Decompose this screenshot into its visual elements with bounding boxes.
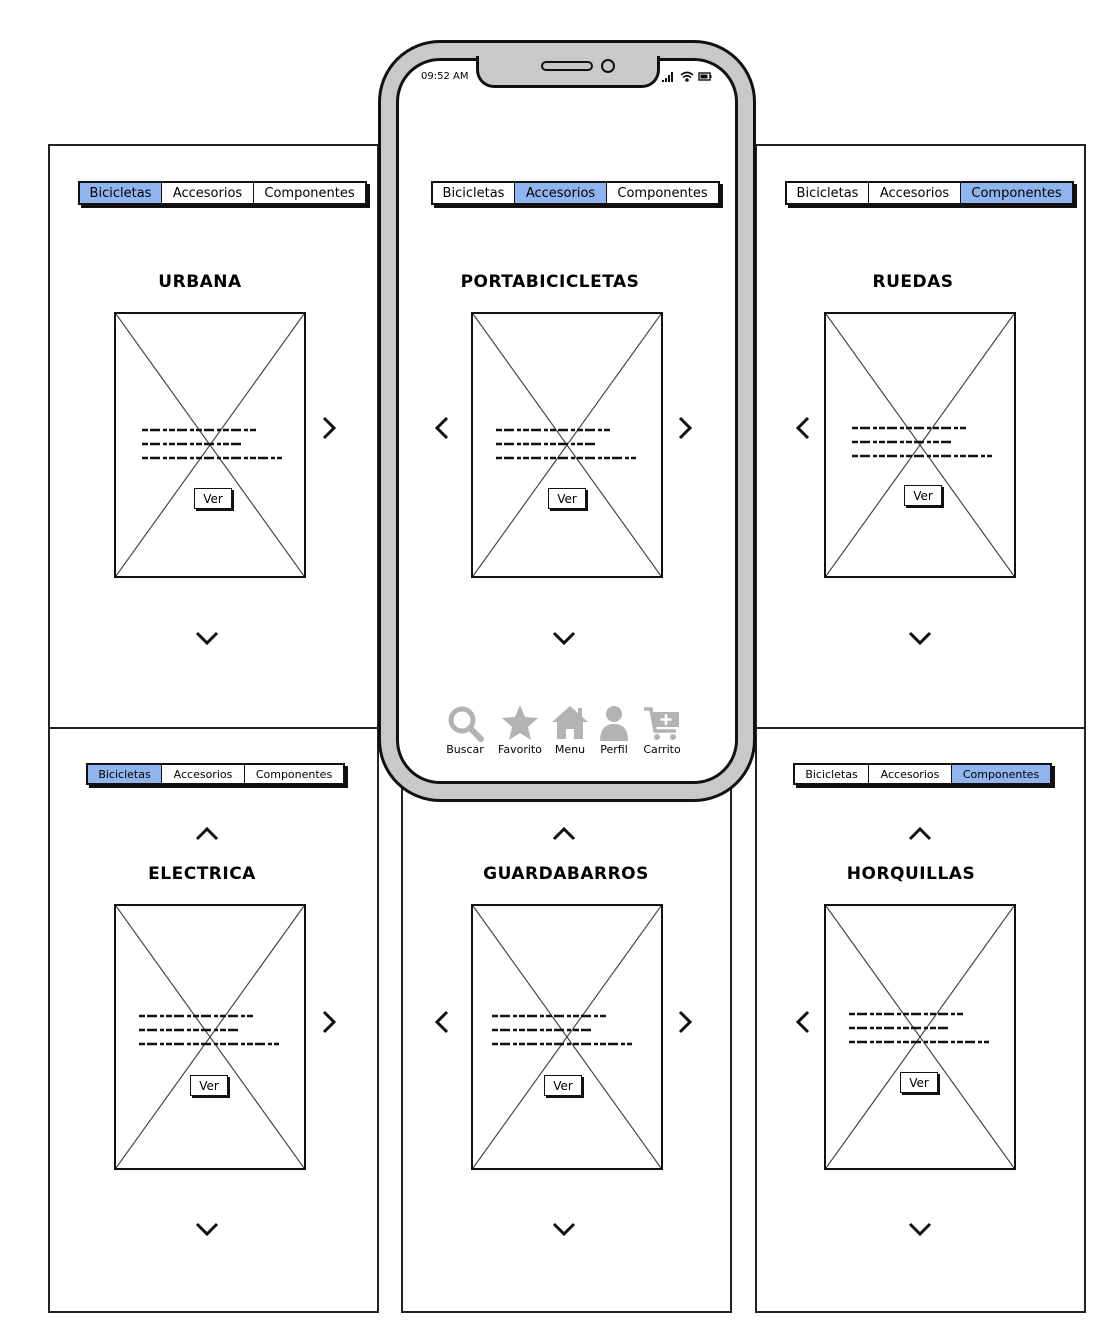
tab-accesorios[interactable]: Accesorios: [162, 183, 254, 203]
wifi-icon: [681, 73, 693, 82]
description-scribble: [852, 422, 994, 464]
signal-icon: [662, 72, 673, 82]
chevron-left-icon[interactable]: [430, 414, 454, 442]
category-tabs: [78, 181, 367, 205]
user-icon: [594, 703, 634, 743]
tab-componentes[interactable]: Componentes: [961, 183, 1072, 203]
product-title: HORQUILLAS: [846, 864, 976, 884]
nav-carrito[interactable]: [632, 703, 692, 756]
nav-label: Menu: [554, 743, 586, 756]
chevron-up-icon[interactable]: [908, 820, 932, 848]
description-scribble: [492, 1010, 634, 1052]
chevron-down-icon[interactable]: [908, 624, 932, 652]
description-scribble: [496, 424, 638, 466]
camera-icon: [601, 59, 615, 73]
ver-button[interactable]: Ver: [194, 488, 232, 509]
nav-buscar[interactable]: [435, 703, 495, 756]
product-title: URBANA: [158, 272, 242, 292]
tab-accesorios[interactable]: Accesorios: [162, 765, 245, 783]
ver-button[interactable]: Ver: [900, 1072, 938, 1093]
tab-bicicletas[interactable]: Bicicletas: [433, 183, 515, 203]
product-image-placeholder[interactable]: [114, 312, 306, 578]
product-image-placeholder[interactable]: [471, 312, 663, 578]
description-scribble: [139, 1010, 281, 1052]
tab-componentes[interactable]: Componentes: [952, 765, 1050, 783]
chevron-right-icon[interactable]: [317, 414, 341, 442]
ver-button[interactable]: Ver: [544, 1075, 582, 1096]
chevron-down-icon[interactable]: [552, 1215, 576, 1243]
tab-bicicletas[interactable]: Bicicletas: [787, 183, 869, 203]
ver-button[interactable]: Ver: [190, 1075, 228, 1096]
product-image-placeholder[interactable]: [824, 312, 1016, 578]
chevron-down-icon[interactable]: [195, 624, 219, 652]
tab-componentes[interactable]: Componentes: [245, 765, 343, 783]
product-image-placeholder[interactable]: [824, 904, 1016, 1170]
tab-bicicletas[interactable]: Bicicletas: [795, 765, 869, 783]
status-time: 09:52 AM: [421, 71, 469, 82]
ver-button[interactable]: Ver: [904, 485, 942, 506]
category-tabs: [431, 181, 720, 205]
product-image-placeholder[interactable]: [114, 904, 306, 1170]
product-title: ELECTRICA: [148, 864, 256, 884]
category-tabs: [785, 181, 1074, 205]
nav-label: Perfil: [600, 743, 628, 756]
search-icon: [445, 703, 485, 743]
tab-accesorios[interactable]: Accesorios: [869, 765, 952, 783]
chevron-right-icon[interactable]: [673, 1008, 697, 1036]
chevron-up-icon[interactable]: [552, 820, 576, 848]
nav-label: Buscar: [446, 743, 484, 756]
product-image-placeholder[interactable]: [471, 904, 663, 1170]
description-scribble: [142, 424, 284, 466]
description-scribble: [849, 1008, 991, 1050]
chevron-left-icon[interactable]: [791, 1008, 815, 1036]
nav-label: Favorito: [498, 743, 542, 756]
tab-componentes[interactable]: Componentes: [607, 183, 718, 203]
star-icon: [500, 703, 540, 743]
battery-icon: [699, 73, 712, 80]
tab-componentes[interactable]: Componentes: [254, 183, 365, 203]
chevron-left-icon[interactable]: [430, 1008, 454, 1036]
chevron-right-icon[interactable]: [673, 414, 697, 442]
speaker-icon: [541, 61, 593, 71]
chevron-up-icon[interactable]: [195, 820, 219, 848]
tab-accesorios[interactable]: Accesorios: [869, 183, 961, 203]
chevron-left-icon[interactable]: [791, 414, 815, 442]
product-title: PORTABICICLETAS: [460, 272, 640, 292]
nav-label: Carrito: [643, 743, 681, 756]
chevron-down-icon[interactable]: [195, 1215, 219, 1243]
category-tabs: [793, 763, 1052, 785]
cart-plus-icon: [642, 703, 682, 743]
product-title: GUARDABARROS: [483, 864, 649, 884]
status-icons: [662, 69, 714, 83]
category-tabs: [86, 763, 345, 785]
product-title: RUEDAS: [872, 272, 954, 292]
tab-bicicletas[interactable]: Bicicletas: [88, 765, 162, 783]
chevron-down-icon[interactable]: [908, 1215, 932, 1243]
ver-button[interactable]: Ver: [548, 488, 586, 509]
chevron-down-icon[interactable]: [552, 624, 576, 652]
chevron-right-icon[interactable]: [317, 1008, 341, 1036]
tab-accesorios[interactable]: Accesorios: [515, 183, 607, 203]
tab-bicicletas[interactable]: Bicicletas: [80, 183, 162, 203]
